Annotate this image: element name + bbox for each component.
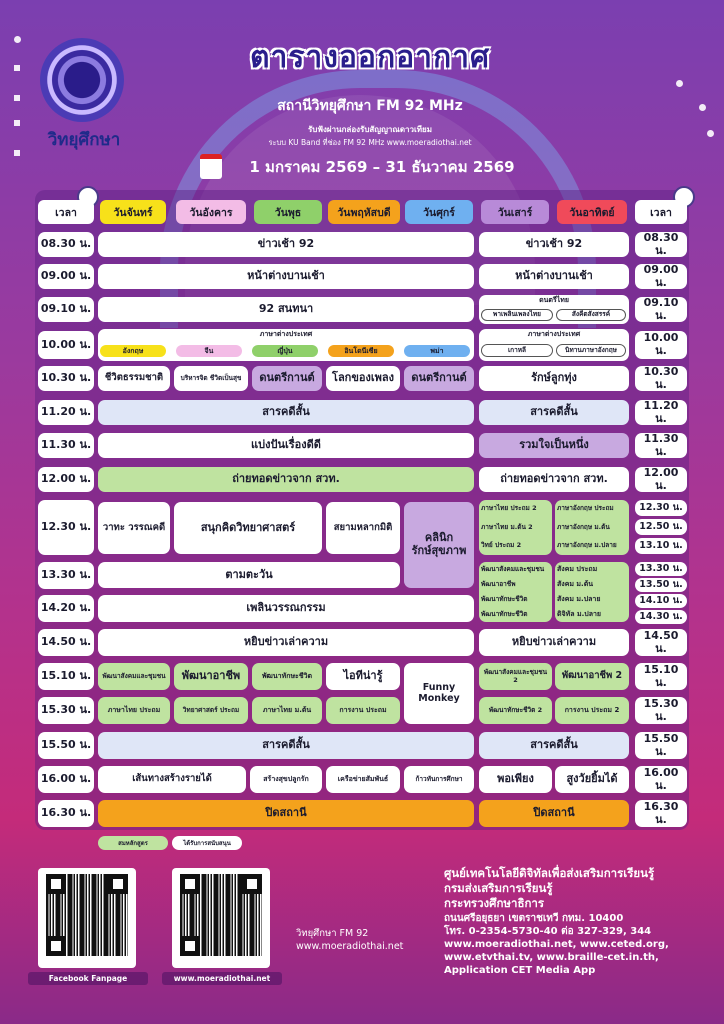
program-mind-health: บริหารจิต ชีวิตเป็นสุข	[174, 366, 248, 391]
decor-dot	[676, 80, 683, 87]
time-slot: 10.00 น.	[38, 331, 94, 359]
time-slot: 12.00 น.	[635, 467, 687, 492]
weekend-item: พัฒนาอาชีพ	[481, 579, 516, 588]
time-slot: 11.20 น.	[635, 400, 687, 425]
decor-square	[14, 150, 20, 156]
time-slot: 15.50 น.	[635, 732, 687, 759]
org-center: ศูนย์เทคโนโลยีดิจิทัลเพื่อส่งเสริมการเรียนรู้	[444, 866, 655, 880]
footer-organization	[444, 866, 669, 977]
date-range: 1 มกราคม 2569 – 31 ธันวาคม 2569	[249, 158, 515, 176]
weekend-nbt-relay: ถ่ายทอดข่าวจาก สวท.	[479, 467, 629, 492]
weekend-item: พัฒนาทักษะชีวิต	[481, 594, 528, 603]
time-slot: 14.10 น.	[635, 594, 687, 608]
weekend-thai-songs: พาเพลินเพลงไทย	[481, 309, 553, 321]
header-tue: วันอังคาร	[176, 200, 246, 224]
org-websites-1[interactable]: www.moeradiothai.net, www.ceted.org,	[444, 938, 669, 950]
program-fun-science: สนุกคิดวิทยาศาสตร์	[174, 502, 322, 554]
program-happy-love: สร้างสุขปลูกรัก	[250, 766, 322, 793]
qr-marker	[46, 874, 66, 894]
time-slot: 10.30 น.	[38, 366, 94, 391]
program-thai-primary: ภาษาไทย ประถม	[98, 697, 170, 724]
time-slot: 11.30 น.	[635, 433, 687, 458]
time-slot: 09.10 น.	[38, 297, 94, 322]
org-phone: โทร. 0-2354-5730-40 ต่อ 327-329, 344	[444, 925, 652, 937]
time-slot: 14.50 น.	[38, 629, 94, 656]
weekend-united-hearts: รวมใจเป็นหนึ่ง	[479, 433, 629, 458]
program-follow-the-sun: ตามตะวัน	[98, 562, 400, 588]
weekend-item: วิทย์ ประถม 2	[481, 541, 522, 550]
time-slot: 09.10 น.	[635, 297, 687, 322]
program-funny-monkey: Funny Monkey	[404, 663, 474, 724]
program-nbt-relay: ถ่ายทอดข่าวจาก สวท.	[98, 467, 474, 492]
time-slot: 13.50 น.	[635, 578, 687, 592]
subtitle-satellite: รับฟังผ่านกล่องรับสัญญาณดาวเทียม	[307, 125, 432, 134]
org-department: กรมส่งเสริมการเรียนรู้	[444, 881, 553, 896]
program-work-primary: การงาน ประถม	[326, 697, 400, 724]
decor-dot	[707, 130, 714, 137]
time-slot: 16.30 น.	[38, 800, 94, 827]
weekend-smiling-elderly: สูงวัยยิ้มได้	[555, 766, 629, 793]
org-app: Application CET Media App	[444, 965, 596, 977]
lang-english: อังกฤษ	[100, 345, 166, 357]
program-income-path: เส้นทางสร้างรายได้	[98, 766, 246, 793]
lang-burmese: พม่า	[404, 345, 470, 357]
foreign-language-heading: ภาษาต่างประเทศ	[259, 330, 313, 338]
weekend-morning-window: หน้าต่างบานเช้า	[479, 264, 629, 289]
weekend-item: พัฒนาทักษะชีวิต	[481, 609, 528, 618]
org-ministry: กระทรวงศึกษาธิการ	[444, 896, 545, 911]
time-slot: 12.00 น.	[38, 467, 94, 492]
program-news-retold: หยิบข่าวเล่าความ	[98, 629, 474, 656]
time-slot: 15.50 น.	[38, 732, 94, 759]
weekend-sat-1330-block	[479, 562, 552, 622]
time-slot: 10.30 น.	[635, 366, 687, 391]
header-thu: วันพฤหัสบดี	[328, 200, 400, 224]
weekend-item: สังคม ประถม	[557, 565, 598, 574]
program-station-close: ปิดสถานี	[98, 800, 474, 827]
legend-supported: ได้รับการสนับสนุน	[172, 836, 242, 850]
qr-marker	[180, 874, 200, 894]
weekend-item: ภาษาอังกฤษ ม.ปลาย	[557, 541, 617, 550]
program-news-morning: ข่าวเช้า 92	[98, 232, 474, 257]
program-science-primary: วิทยาศาสตร์ ประถม	[174, 697, 248, 724]
qr-marker	[242, 874, 262, 894]
program-education-update: ก้าวทันการศึกษา	[404, 766, 474, 793]
lang-indonesian: อินโดนีเซีย	[328, 345, 394, 357]
program-life-skills: พัฒนาทักษะชีวิต	[252, 663, 322, 690]
program-literature-speech: วาทะ วรรณคดี	[98, 502, 170, 554]
qr-marker	[108, 874, 128, 894]
time-slot: 09.00 น.	[38, 264, 94, 289]
decor-square	[14, 65, 20, 71]
program-world-of-songs: โลกของเพลง	[326, 366, 400, 391]
time-slot: 14.30 น.	[635, 610, 687, 624]
legend-curriculum: สมหลักสูตร	[98, 836, 168, 850]
weekend-sun-1230-block	[555, 500, 629, 555]
weekend-music-party: สังคีตสังสรรค์	[556, 309, 626, 321]
header-mon: วันจันทร์	[100, 200, 166, 224]
qr-website[interactable]	[172, 868, 270, 968]
weekend-item: ภาษาอังกฤษ ประถม	[557, 504, 614, 513]
header-time-left: เวลา	[38, 200, 94, 224]
header-fri: วันศุกร์	[405, 200, 473, 224]
time-slot: 12.50 น.	[635, 519, 687, 535]
weekend-item: พัฒนาสังคมและชุมชน	[481, 564, 545, 573]
decor-square	[14, 95, 20, 101]
logo-text: วิทยุศึกษา	[47, 130, 121, 150]
time-slot: 12.30 น.	[38, 500, 94, 555]
time-slot: 08.30 น.	[38, 232, 94, 257]
calendar-icon	[200, 154, 222, 179]
program-nature-life: ชีวิตธรรมชาติ	[98, 366, 170, 391]
subtitle-ku-band: ระบบ KU Band ที่ช่อง FM 92 MHz www.moeradiothai.net	[268, 138, 472, 147]
weekend-item: ภาษาอังกฤษ ม.ต้น	[557, 522, 610, 531]
time-slot: 16.00 น.	[635, 766, 687, 793]
header-time-right: เวลา	[635, 200, 687, 224]
program-short-documentary: สารคดีสั้น	[98, 400, 474, 425]
program-92-talk: 92 สนทนา	[98, 297, 474, 322]
decor-square	[14, 120, 20, 126]
time-slot: 14.20 น.	[38, 595, 94, 622]
org-websites-2[interactable]: www.etvthai.tv, www.braille-cet.in.th,	[444, 952, 659, 964]
time-slot: 09.00 น.	[635, 264, 687, 289]
program-music-wed: ดนตรีกานต์	[252, 366, 322, 391]
org-address: ถนนศรีอยุธยา เขตราชเทวี กทม. 10400	[444, 912, 624, 924]
weekend-news-retold: หยิบข่าวเล่าความ	[479, 629, 629, 656]
lang-chinese: จีน	[176, 345, 242, 357]
footer-station-url[interactable]: www.moeradiothai.net	[296, 941, 404, 953]
weekend-sufficiency: พอเพียง	[479, 766, 552, 793]
time-slot: 10.00 น.	[635, 331, 687, 359]
logo-emblem-icon	[40, 38, 124, 122]
page-title: ตารางออกอากาศ	[249, 40, 491, 75]
weekend-sat-1230-block	[479, 500, 552, 555]
time-slot: 13.30 น.	[635, 562, 687, 576]
weekend-life-skills-2: พัฒนาทักษะชีวิต 2	[479, 697, 552, 724]
time-slot: 16.30 น.	[635, 800, 687, 827]
time-slot: 13.30 น.	[38, 562, 94, 589]
program-siam-dimensions: สยามหลากมิติ	[326, 502, 400, 554]
lang-english-tales: นิทานภาษาอังกฤษ	[556, 344, 626, 357]
weekend-item: ภาษาไทย ประถม 2	[481, 504, 537, 513]
program-thai-lower-secondary: ภาษาไทย ม.ต้น	[252, 697, 322, 724]
time-slot: 15.30 น.	[38, 697, 94, 724]
program-enjoy-literature: เพลินวรรณกรรม	[98, 595, 474, 622]
time-slot: 15.10 น.	[38, 663, 94, 690]
program-network-relations: เครือข่ายสัมพันธ์	[326, 766, 400, 793]
footer-station	[296, 927, 403, 954]
weekend-short-documentary-pm: สารคดีสั้น	[479, 732, 629, 759]
qr-facebook-label: Facebook Fanpage	[28, 972, 148, 985]
time-slot: 12.30 น.	[635, 500, 687, 516]
program-career-dev: พัฒนาอาชีพ	[174, 663, 248, 690]
thai-music-heading: ดนตรีไทย	[539, 296, 569, 304]
time-slot: 16.00 น.	[38, 766, 94, 793]
header-sun: วันอาทิตย์	[557, 200, 627, 224]
weekend-foreign-heading: ภาษาต่างประเทศ	[527, 330, 581, 338]
program-health-clinic: คลินิก รักษ์สุขภาพ	[404, 502, 474, 588]
station-logo	[34, 38, 128, 148]
weekend-work-primary-2: การงาน ประถม 2	[555, 697, 629, 724]
time-slot: 15.10 น.	[635, 663, 687, 690]
header-wed: วันพุธ	[254, 200, 322, 224]
weekend-station-close: ปิดสถานี	[479, 800, 629, 827]
weekend-short-documentary: สารคดีสั้น	[479, 400, 629, 425]
program-it-knowledge: ไอทีน่ารู้	[326, 663, 400, 690]
decor-dot	[699, 104, 706, 111]
time-slot: 15.30 น.	[635, 697, 687, 724]
program-community-dev: พัฒนาสังคมและชุมชน	[98, 663, 170, 690]
time-slot: 11.30 น.	[38, 433, 94, 458]
weekend-item: ภาษาไทย ม.ต้น 2	[481, 522, 533, 531]
header-sat: วันเสาร์	[481, 200, 549, 224]
weekend-item: สังคม ม.ปลาย	[557, 595, 601, 604]
weekend-country-music: รักษ์ลูกทุ่ง	[479, 366, 629, 391]
time-slot: 14.50 น.	[635, 629, 687, 656]
weekend-community-dev-2: พัฒนาสังคมและชุมชน 2	[479, 663, 552, 690]
weekend-career-dev-2: พัฒนาอาชีพ 2	[555, 663, 629, 690]
weekend-news-morning: ข่าวเช้า 92	[479, 232, 629, 257]
program-share-good-stories: แบ่งปันเรื่องดีดี	[98, 433, 474, 458]
lang-korean: เกาหลี	[481, 344, 553, 357]
qr-website-label: www.moeradiothai.net	[162, 972, 282, 985]
program-morning-window: หน้าต่างบานเช้า	[98, 264, 474, 289]
qr-marker	[46, 936, 66, 956]
lang-japanese: ญี่ปุ่น	[252, 345, 318, 357]
program-short-documentary-pm: สารคดีสั้น	[98, 732, 474, 759]
weekend-item: ดิจิทัล ม.ปลาย	[557, 610, 602, 619]
footer-station-name: วิทยุศึกษา FM 92	[296, 928, 369, 939]
weekend-item: สังคม ม.ต้น	[557, 580, 594, 589]
program-music-fri: ดนตรีกานต์	[404, 366, 474, 391]
weekend-sun-1330-block	[555, 562, 629, 622]
qr-facebook[interactable]	[38, 868, 136, 968]
time-slot: 11.20 น.	[38, 400, 94, 425]
decor-dot	[14, 36, 21, 43]
station-name: สถานีวิทยุศึกษา FM 92 MHz	[277, 98, 463, 114]
qr-marker	[180, 936, 200, 956]
time-slot: 08.30 น.	[635, 232, 687, 257]
time-slot: 13.10 น.	[635, 538, 687, 554]
